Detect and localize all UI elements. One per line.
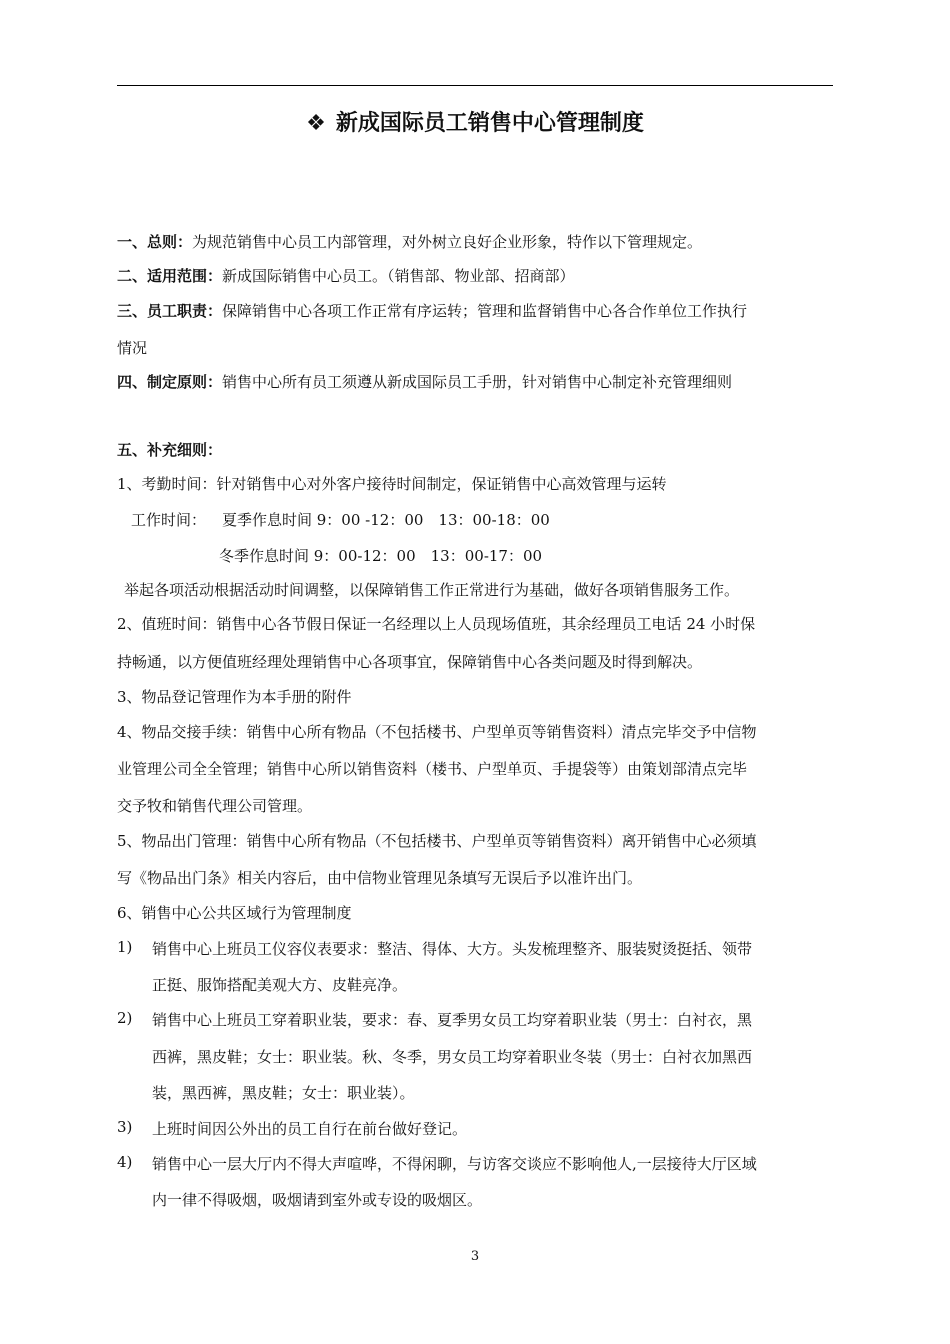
summer-schedule: 夏季作息时间 9：00 -12：00 13：00-18：00 bbox=[222, 511, 550, 529]
section-duties bbox=[117, 300, 747, 321]
list-item-text: 销售中心上班员工仪容仪表要求：整洁、得体、大方。头发梳理整齐、服装熨烫挺括、领带 bbox=[152, 940, 753, 958]
paragraph-handover-c: 交予牧和销售代理公司管理。 bbox=[117, 797, 313, 815]
paragraph-public-area: 6、销售中心公共区域行为管理制度 bbox=[117, 904, 352, 922]
section-label: 一、总则： bbox=[117, 233, 193, 251]
section5-heading: 五、补充细则： bbox=[117, 441, 223, 459]
paragraph-duty-b: 持畅通，以方便值班经理处理销售中心各项事宜，保障销售中心各类问题及时得到解决。 bbox=[117, 653, 703, 671]
paragraph-handover-a: 4、物品交接手续：销售中心所有物品（不包括楼书、户型单页等销售资料）清点完毕交予中信物 bbox=[117, 723, 757, 741]
list-item-number: 3) bbox=[117, 1118, 133, 1136]
section-text: 保障销售中心各项工作正常有序运转；管理和监督销售中心各合作单位工作执行 bbox=[222, 302, 748, 320]
section-scope bbox=[117, 265, 575, 286]
list-item-number: 2) bbox=[117, 1009, 133, 1027]
section-text: 新成国际销售中心员工。（销售部、物业部、招商部） bbox=[222, 267, 575, 285]
section-label: 二、适用范围： bbox=[117, 267, 223, 285]
section-text: 为规范销售中心员工内部管理，对外树立良好企业形象，特作以下管理规定。 bbox=[192, 233, 703, 251]
list-item-text: 装，黑西裤，黑皮鞋；女士：职业装）。 bbox=[152, 1084, 415, 1102]
winter-schedule: 冬季作息时间 9：00-12：00 13：00-17：00 bbox=[219, 547, 543, 565]
work-time-label: 工作时间： bbox=[131, 511, 207, 529]
list-item-text: 销售中心上班员工穿着职业装，要求：春、夏季男女员工均穿着职业装（男士：白衬衣，黑 bbox=[152, 1011, 753, 1029]
section-duties-cont: 情况 bbox=[117, 339, 148, 357]
paragraph-exit-a: 5、物品出门管理：销售中心所有物品（不包括楼书、户型单页等销售资料）离开销售中心必须填 bbox=[117, 832, 757, 850]
diamond-bullet-icon: ❖ bbox=[306, 111, 326, 136]
header-rule bbox=[117, 85, 833, 86]
list-item-number: 1) bbox=[117, 938, 133, 956]
paragraph-attendance: 1、考勤时间：针对销售中心对外客户接待时间制定，保证销售中心高效管理与运转 bbox=[117, 475, 667, 493]
page-number: 3 bbox=[470, 1249, 480, 1264]
document-title bbox=[0, 106, 950, 137]
paragraph-duty-a: 2、值班时间：销售中心各节假日保证一名经理以上人员现场值班，其余经理员工电话 24 小时保 bbox=[117, 615, 756, 633]
list-item-text: 销售中心一层大厅内不得大声喧哗，不得闲聊，与访客交谈应不影响他人,一层接待大厅区域 bbox=[152, 1155, 757, 1173]
section-general bbox=[117, 231, 702, 252]
list-item-text: 正挺、服饰搭配美观大方、皮鞋亮净。 bbox=[152, 976, 408, 994]
list-item-text: 上班时间因公外出的员工自行在前台做好登记。 bbox=[152, 1120, 468, 1138]
paragraph-handover-b: 业管理公司全全管理；销售中心所以销售资料（楼书、户型单页、手提袋等）由策划部清点完毕 bbox=[117, 760, 748, 778]
section-principle bbox=[117, 371, 732, 392]
title-text: 新成国际员工销售中心管理制度 bbox=[335, 111, 644, 136]
activity-note: 举起各项活动根据活动时间调整，以保障销售工作正常进行为基础，做好各项销售服务工作。 bbox=[124, 581, 740, 599]
list-item-text: 内一律不得吸烟，吸烟请到室外或专设的吸烟区。 bbox=[152, 1191, 483, 1209]
section-text: 销售中心所有员工须遵从新成国际员工手册，针对销售中心制定补充管理细则 bbox=[222, 373, 733, 391]
list-item-number: 4) bbox=[117, 1153, 133, 1171]
section-label: 四、制定原则： bbox=[117, 373, 223, 391]
list-item-text: 西裤，黑皮鞋；女士：职业装。秋、冬季，男女员工均穿着职业冬装（男士：白衬衣加黑西 bbox=[152, 1048, 753, 1066]
paragraph-registration: 3、物品登记管理作为本手册的附件 bbox=[117, 688, 352, 706]
section-label: 三、员工职责： bbox=[117, 302, 223, 320]
paragraph-exit-b: 写《物品出门条》相关内容后，由中信物业管理见条填写无误后予以准许出门。 bbox=[117, 869, 643, 887]
